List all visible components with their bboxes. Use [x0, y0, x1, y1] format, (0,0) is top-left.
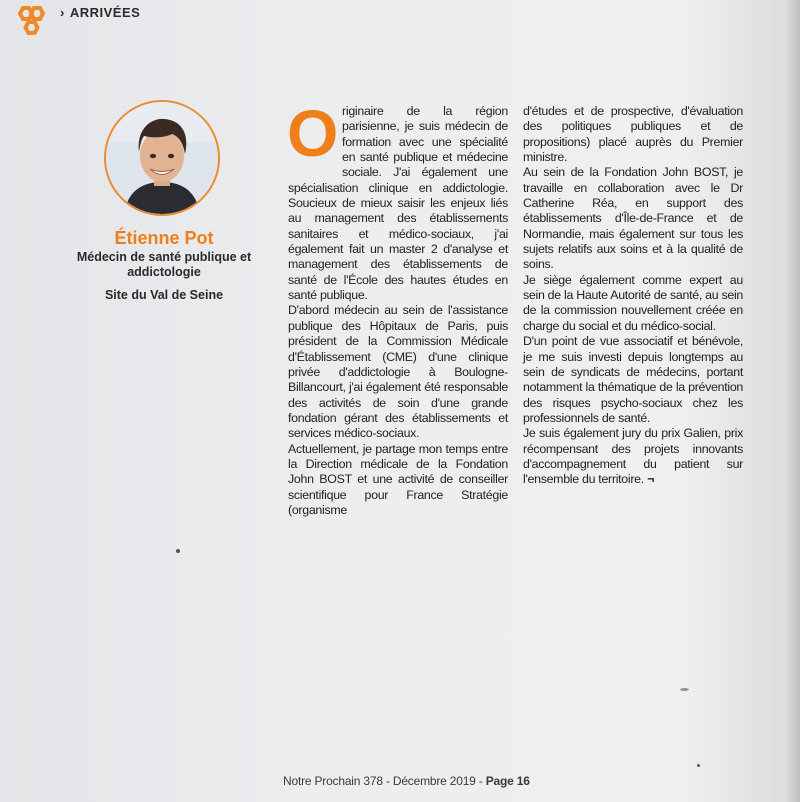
- person-role: Médecin de santé publique et addictologie: [76, 250, 252, 279]
- paper-speck: [176, 549, 180, 553]
- chevron-right-icon: ›: [60, 5, 65, 20]
- article-paragraph: Au sein de la Fondation John BOST, je travaille en collaboration avec le Dr Catherine Réa, en support des établissements d'Île-de-France et de Normandie, mais également sur tous les sujets relatifs aux soins et à la qualité de soins.: [523, 165, 743, 272]
- article-paragraph: [287, 96, 508, 303]
- paper-speck: [697, 764, 700, 767]
- article-paragraph: Actuellement, je partage mon temps entre la Direction médicale de la Fondation John BOST et une activité de conseiller scientifique pour France Stratégie (organisme: [288, 441, 508, 517]
- person-site: Site du Val de Seine: [104, 288, 224, 302]
- drop-cap: O: [287, 96, 339, 170]
- article-paragraph: D'un point de vue associatif et bénévole, je me suis investi depuis longtemps au sein de syndicats de médecins, portant notamment la thématique de la prévention des risques psycho-sociaux chez les professionnels de santé.: [523, 334, 743, 425]
- end-of-article-mark: ¬: [647, 472, 654, 487]
- paragraph-text: riginaire de la région parisienne, je suis médecin de formation avec une spécialité en santé publique et médecine sociale. J'ai également une spécialisation clinique en addictologie. Soucieux de mieux saisir les enjeux liés au management des établissements sanitaires et médico-sociaux, j'ai également fait un master 2 d'analyse et management des établissements de santé de l'École des hautes études en santé publique.: [288, 104, 508, 303]
- article-paragraph: [523, 426, 743, 487]
- article-paragraph: Je siège également comme expert au sein de la Haute Autorité de santé, au sein de la commission nouvellement créée en charge du social et du médico-social.: [523, 272, 743, 333]
- page-gutter-shadow: [786, 0, 800, 802]
- paragraph-text: Je suis également jury du prix Galien, prix récompensant des projets innovants d'accompagnement du patient sur l'ensemble du territoire.: [523, 426, 743, 487]
- section-title: ARRIVÉES: [69, 5, 141, 20]
- footer-text: Notre Prochain 378 - Décembre 2019 -: [283, 774, 486, 788]
- article-column-1: [287, 96, 508, 518]
- article-paragraph: d'études et de prospective, d'évaluation des politiques publiques et de propositions) placé auprès du Premier ministre.: [523, 104, 743, 165]
- article-column-2: [523, 104, 743, 488]
- portrait-photo: [104, 100, 220, 216]
- portrait-image: [106, 102, 218, 214]
- person-name: Étienne Pot: [114, 228, 214, 248]
- page-number: Page 16: [485, 774, 530, 788]
- paper-speck: [680, 688, 689, 691]
- article-paragraph: D'abord médecin au sein de l'assistance publique des Hôpitaux de Paris, puis président de la Commission Médicale d'Établissement (CME) d'une clinique privée d'addictologie à Boulogne-Billancourt, j'ai également été responsable des activités de soin d'une grande fondation gérant des établissements et services médico-sociaux.: [288, 303, 508, 441]
- section-label: [60, 5, 140, 20]
- honeycomb-logo-icon: [13, 5, 49, 39]
- page-footer: [283, 774, 530, 788]
